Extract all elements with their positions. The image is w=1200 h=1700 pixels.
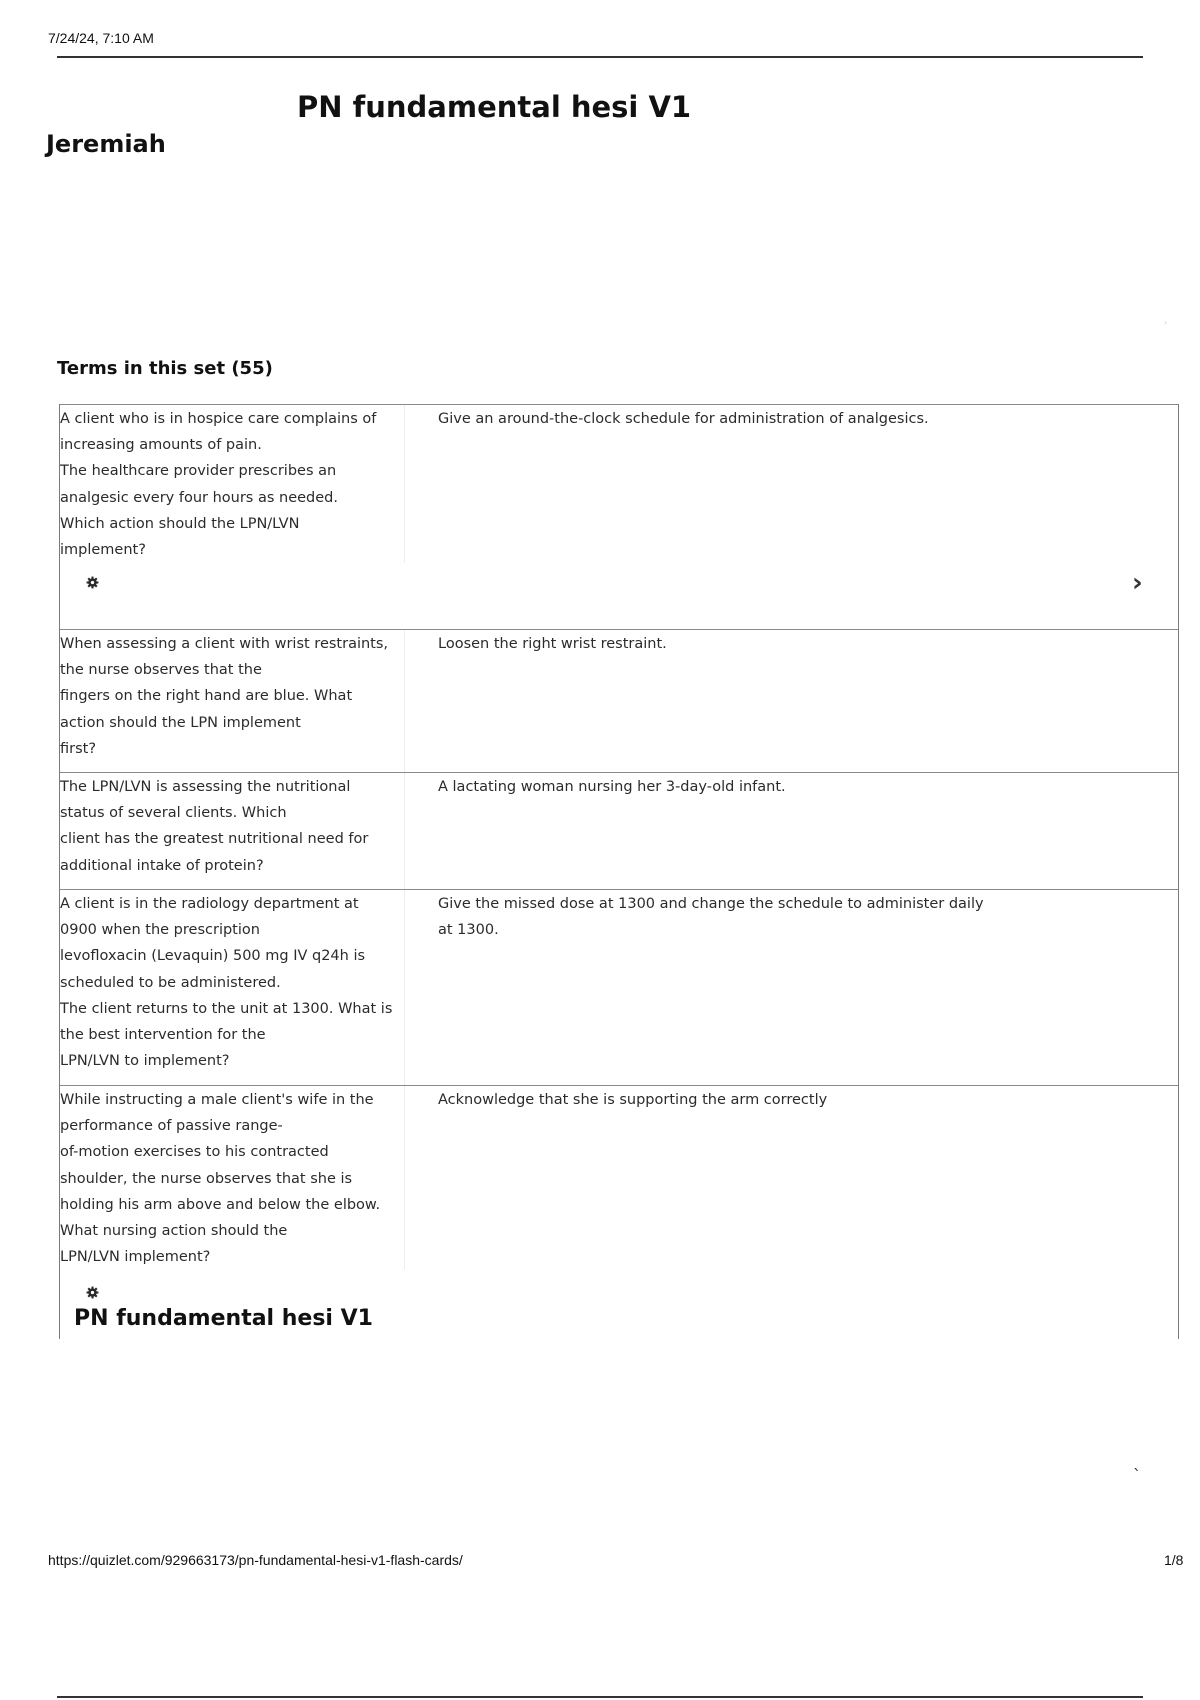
chevron-right-icon[interactable]: › <box>1132 568 1143 598</box>
footer-url[interactable]: https://quizlet.com/929663173/pn-fundamental-hesi-v1-flash-cards/ <box>48 1552 463 1568</box>
definition-text: Loosen the right wrist restraint. <box>438 636 667 652</box>
page-number: 1/8 <box>1164 1552 1184 1568</box>
term-text: The LPN/LVN is assessing the nutritional status of several clients. Which client has the greatest nutritional need for additional intake of protein? <box>60 779 369 874</box>
card-row <box>60 404 1178 629</box>
definition-cell <box>438 1087 1138 1113</box>
tick-mark: ` <box>1133 1466 1141 1485</box>
definition-cell <box>438 406 1138 432</box>
definition-text: Give an around-the-clock schedule for administration of analgesics. <box>438 411 929 427</box>
term-text: When assessing a client with wrist restraints, the nurse observes that the fingers on the right hand are blue. What action should the LPN implement first? <box>60 636 389 757</box>
definition-text: A lactating woman nursing her 3-day-old infant. <box>438 779 786 795</box>
card-row <box>60 629 1178 772</box>
term-text: A client is in the radiology department at 0900 when the prescription levofloxacin (Levaquin) 500 mg IV q24h is scheduled to be administered. The client returns to the unit at 1300. What is the best intervention for the LPN/LVN to implement? <box>60 896 393 1070</box>
term-text: While instructing a male client's wife in the performance of passive range- of-motion exercises to his contracted shoulder, the nurse observes that she is holding his arm above and below the elbow. What nursing action should the LPN/LVN implement? <box>60 1092 381 1266</box>
gear-icon[interactable] <box>86 1286 99 1299</box>
card-row <box>60 889 1178 1085</box>
term-cell <box>60 1086 405 1270</box>
top-rule <box>57 56 1143 58</box>
repeat-set-title: PN fundamental hesi V1 <box>74 1306 373 1331</box>
card-row <box>60 772 1178 889</box>
term-cell <box>60 630 405 772</box>
gear-icon[interactable] <box>86 576 99 589</box>
print-date: 7/24/24, 7:10 AM <box>48 30 154 46</box>
term-text: A client who is in hospice care complains of increasing amounts of pain. The healthcare provider prescribes an analgesic every four hours as needed. Which action should the LPN/LVN implement? <box>60 411 377 559</box>
set-title: PN fundamental hesi V1 <box>297 90 692 124</box>
terms-heading: Terms in this set (55) <box>57 358 273 379</box>
term-cell <box>60 773 405 889</box>
author-name[interactable]: Jeremiah <box>46 130 166 158</box>
term-cell <box>60 405 405 563</box>
definition-cell <box>438 631 1138 657</box>
card-row <box>60 1085 1178 1339</box>
definition-cell <box>438 774 1138 800</box>
definition-text: Acknowledge that she is supporting the arm correctly <box>438 1092 828 1108</box>
flashcard-table <box>59 404 1179 1339</box>
definition-cell <box>438 891 1138 943</box>
definition-text: Give the missed dose at 1300 and change the schedule to administer daily at 1300. <box>438 896 984 939</box>
bottom-rule <box>57 1696 1143 1698</box>
term-cell <box>60 890 405 1085</box>
small-arrow-icon: › <box>1164 318 1168 327</box>
